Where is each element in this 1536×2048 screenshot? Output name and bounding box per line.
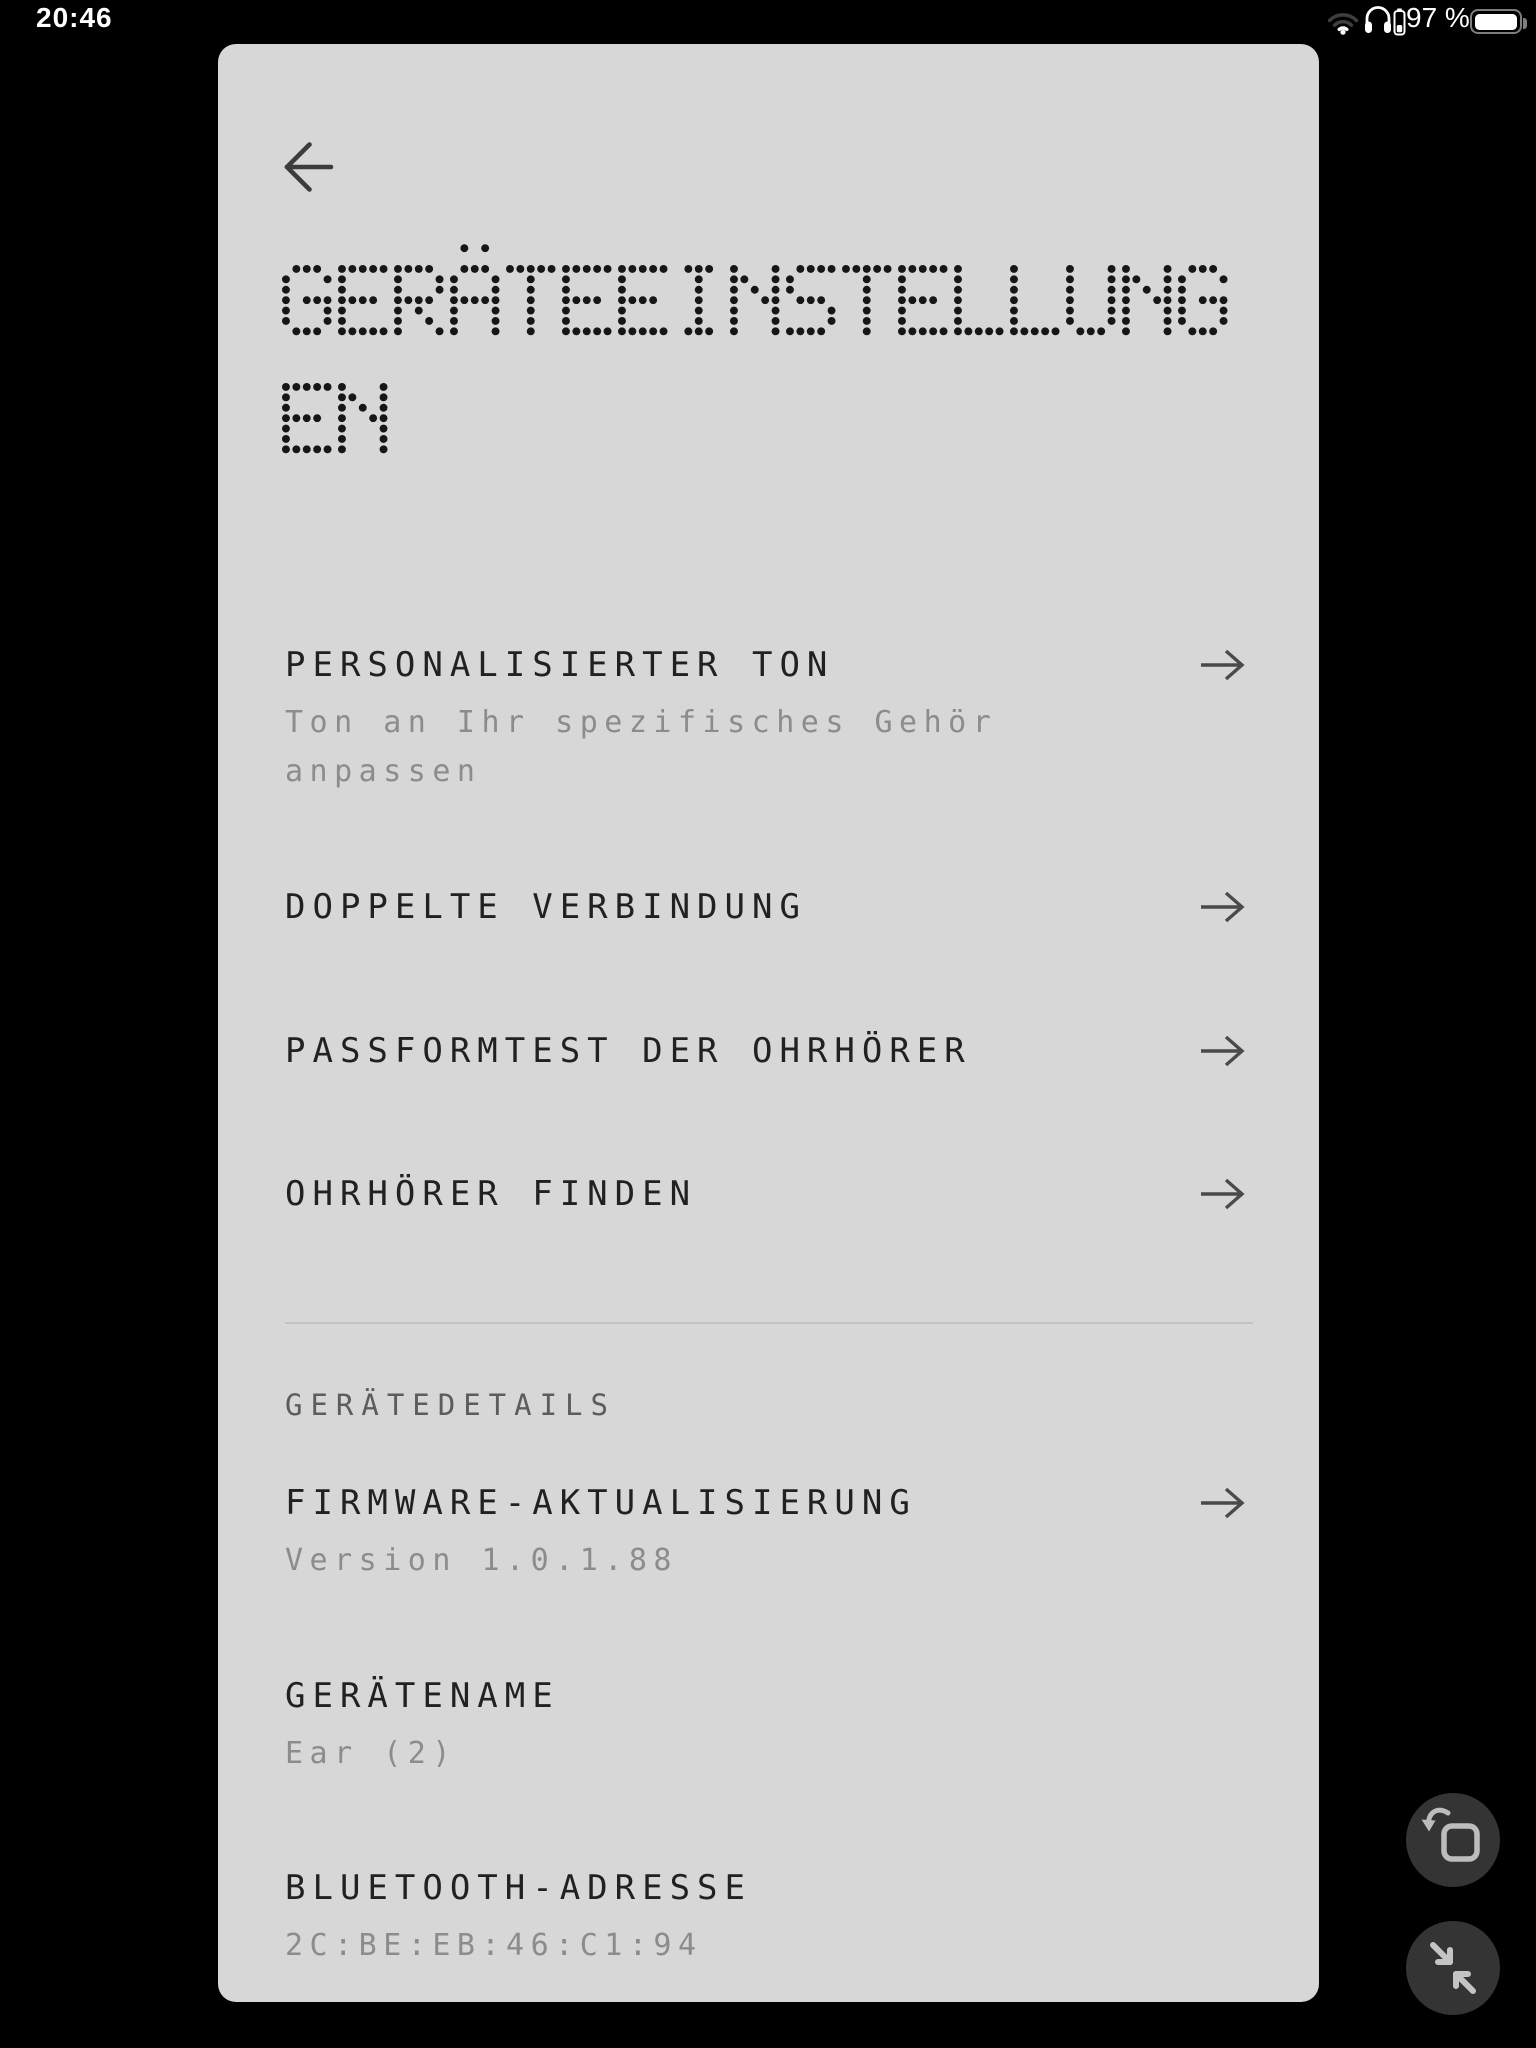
detail-item-value: 2C:BE:EB:46:C1:94	[285, 1928, 703, 1963]
section-divider	[285, 1322, 1253, 1324]
detail-item-label: BLUETOOTH-ADRESSE	[285, 1868, 752, 1908]
battery-percent: 97 %	[1406, 2, 1470, 33]
menu-item-label: DOPPELTE VERBINDUNG	[285, 887, 807, 927]
detail-item-value: Ear (2)	[285, 1736, 457, 1771]
shrink-window-button[interactable]	[1406, 1921, 1500, 2015]
menu-item-passformtest[interactable]	[285, 1031, 1253, 1071]
detail-item-bluetooth-adresse	[285, 1868, 1253, 1970]
menu-item-label: OHRHÖRER FINDEN	[285, 1174, 698, 1214]
detail-item-label: FIRMWARE-AKTUALISIERUNG	[285, 1483, 917, 1523]
menu-item-ohrhoerer-finden[interactable]	[285, 1174, 1253, 1214]
headphones-icon	[1363, 5, 1393, 37]
arrow-right-icon	[1199, 1484, 1245, 1522]
menu-item-personalisierter-ton[interactable]	[285, 645, 1253, 796]
status-bar	[0, 0, 1536, 44]
device-settings-panel	[218, 44, 1319, 2002]
arrow-left-icon	[287, 145, 331, 190]
clock: 20:46	[36, 2, 113, 33]
detail-item-firmware[interactable]	[285, 1483, 1253, 1585]
menu-item-subtitle: Ton an Ihr spezifisches Gehör anpassen	[285, 705, 998, 789]
arrow-right-icon	[1199, 1175, 1245, 1213]
back-button[interactable]	[280, 136, 334, 198]
detail-item-value: Version 1.0.1.88	[285, 1543, 678, 1578]
battery-icon	[1470, 9, 1522, 34]
wifi-icon	[1326, 7, 1360, 35]
menu-item-doppelte-verbindung[interactable]	[285, 887, 1253, 927]
detail-item-geraetename	[285, 1676, 1253, 1778]
headphone-battery-icon	[1393, 8, 1406, 36]
shrink-icon	[1406, 1921, 1500, 2015]
arrow-right-icon	[1199, 1032, 1245, 1070]
menu-item-label: PERSONALISIERTER TON	[285, 645, 835, 685]
battery-fill	[1475, 14, 1517, 30]
rotate-icon	[1406, 1793, 1500, 1887]
arrow-right-icon	[1199, 888, 1245, 926]
battery-nub	[1523, 18, 1527, 29]
menu-item-label: PASSFORMTEST DER OHRHÖRER	[285, 1031, 972, 1071]
section-header: GERÄTEDETAILS	[285, 1388, 616, 1422]
detail-item-label: GERÄTENAME	[285, 1676, 560, 1716]
arrow-right-icon	[1199, 646, 1245, 684]
page-title	[282, 240, 1292, 492]
rotate-device-button[interactable]	[1406, 1793, 1500, 1887]
